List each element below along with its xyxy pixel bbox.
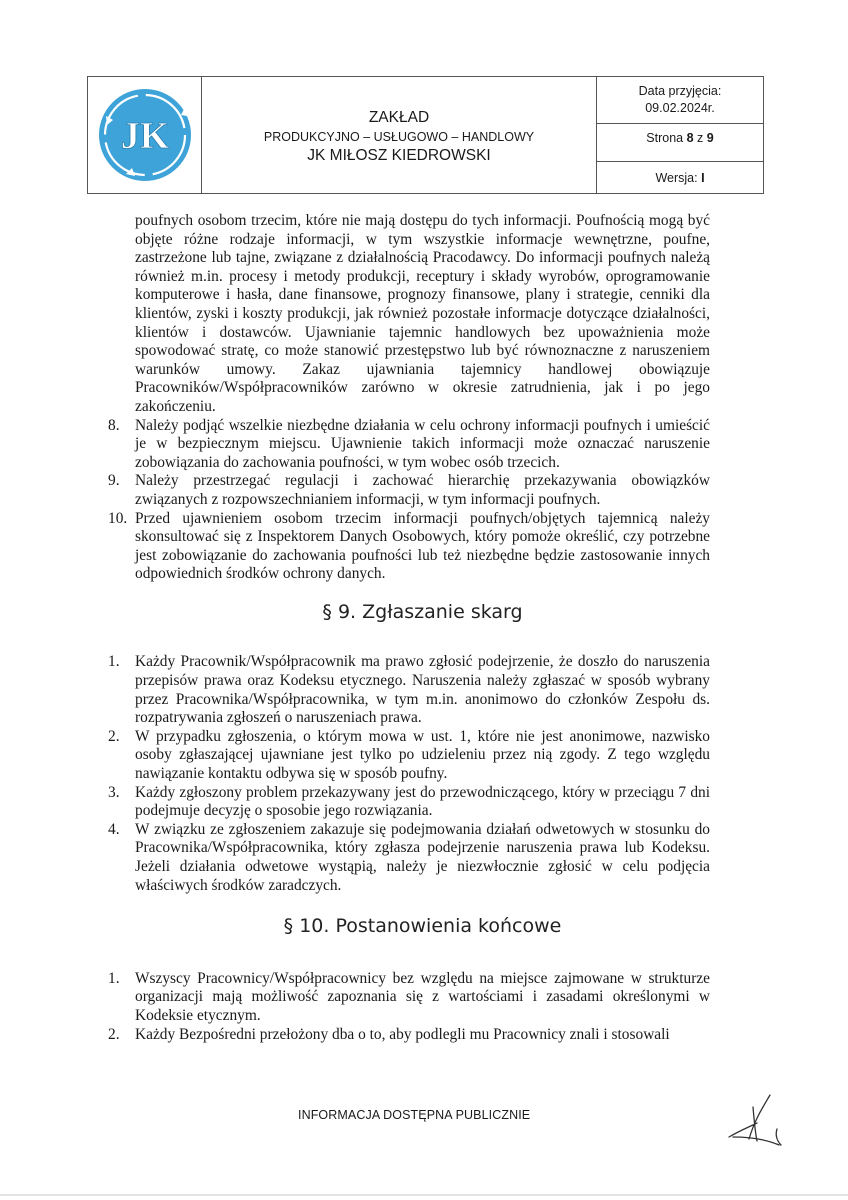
item-text: Każdy zgłoszony problem przekazywany jest do przewodniczącego, który w przeciągu 7 dni podejmuje decyzję o sposobie jego rozwiązania. [135,783,710,820]
item-number: 8. [108,416,120,434]
item-number: 2. [108,727,120,745]
version-value: I [701,170,705,185]
item-number: 1. [108,969,120,987]
item-text: W związku ze zgłoszeniem zakazuje się podejmowania działań odwetowych w stosunku do Pracownika/Współpracownika, który zgłasza podejrzenie naruszenia prawa lub Kodeksu. Jeżeli działania odwetowe wystąpią, należy je niezwłocznie zgłosić w celu podjęcia właściwych środków zaradczych. [135,820,710,894]
document-body [108,212,710,1044]
list-item [108,820,710,895]
item-text: Każdy Pracownik/Współpracownik ma prawo zgłosić podejrzenie, że doszło do naruszenia przepisów prawa oraz Kodeksu etycznego. Naruszenia należy zgłaszać w sposób wybrany przez Pracownika/Współpracownika, w tym m.in. anonimowo do członków Zespołu ds. rozpatrywania zgłoszeń o naruszeniach prawa. [135,653,710,727]
list-item [108,969,710,1026]
section-9-title: § 9. Zgłaszanie skarg [322,600,523,623]
item-text: Każdy Bezpośredni przełożony dba o to, aby podlegli mu Pracownicy znali i stosowali [135,1025,670,1043]
item-text: W przypadku zgłoszenia, o którym mowa w ust. 1, które nie jest anonimowe, nazwisko osoby zgłaszającej ujawniane jest tylko po udzieleniu przez nią zgody. Z tego względu nawiązanie kontaktu odbywa się w sposób poufny. [135,727,710,783]
adoption-date-value: 09.02.2024r. [645,101,715,115]
item-number: 9. [108,472,120,490]
complaints-list [108,653,710,895]
item-text: Należy przestrzegać regulacji i zachować hierarchię przekazywania obowiązków związanych z rozpowszechnianiem informacji, w tym informacji poufnych. [135,472,710,508]
section-10-title: § 10. Postanowienia końcowe [283,915,562,938]
item-number: 1. [108,653,120,671]
company-activity: PRODUKCYJNO – USŁUGOWO – HANDLOWY [263,130,535,144]
public-information-label: INFORMACJA DOSTĘPNA PUBLICZNIE [298,1108,531,1122]
list-item [108,509,710,584]
confidentiality-list [108,416,710,584]
item-text: Przed ujawnieniem osobom trzecim informacji poufnych/objętych tajemnicą należy skonsultować się z Inspektorem Danych Osobowych, który pomoże określić, czy potrzebne jest zobowiązanie do zachowania poufności lub też niezbędne będzie zastosowanie innych odpowiednich środków ochrony danych. [135,509,710,583]
list-item [108,727,710,784]
item-text: Wszyscy Pracownicy/Współpracownicy bez względu na miejsce zajmowane w strukturze organizacji mają możliwość zapoznania się z wartościami i zasadami określonymi w Kodeksie etycznym. [135,969,710,1024]
company-name: JK MIŁOSZ KIEDROWSKI [307,147,491,164]
page-number [597,124,763,162]
adoption-date-label: Data przyjęcia: [638,84,722,98]
list-item [108,653,710,727]
logo-cell [88,77,202,193]
company-logo-icon [95,85,195,185]
final-provisions-list [108,969,710,1044]
list-item [108,472,710,509]
item-number: 4. [108,820,120,838]
item-number: 2. [108,1025,120,1043]
list-item [108,783,710,821]
version [597,162,763,193]
item-number: 10. [108,509,128,527]
list-item [108,416,710,473]
item-text: Należy podjąć wszelkie niezbędne działania w celu ochrony informacji poufnych i umieścić je w bezpiecznym miejscu. Ujawnienie takich informacji może oznaczać naruszenie zobowiązania do zachowania poufności, w tym wobec osób trzecich. [135,416,710,471]
list-item [108,1025,710,1045]
continuation-paragraph: poufnych osobom trzecim, które nie mają dostępu do tych informacji. Poufnością mogą być objęte różne rodzaje informacji, w tym wszystkie informacje wewnętrzne, poufne, zastrzeżone lub tajne, związane z działalnością Pracodawcy. Do informacji poufnych należą również m.in. procesy i metody produkcji, receptury i składy wyrobów, oprogramowanie komputerowe i hasła, dane finansowe, prognozy finansowe, plany i strategie, cenniki dla klientów, zyski i koszty produkcji, jak również pozostałe informacje dotyczące działalności, klientów i dostawców. Ujawnianie tajemnic handlowych bez upoważnienia może spowodować stratę, co może stanowić przestępstwo lub być równoznaczne z naruszeniem warunków umowy. Zakaz ujawniania tajemnicy handlowej obowiązuje Pracowników/Współpracowników zarówno w okresie zatrudnienia, jak i po jego zakończeniu. [135,212,710,415]
item-number: 3. [108,783,120,801]
company-name-cell [202,77,597,193]
company-type: ZAKŁAD [368,109,430,126]
page-prefix: Strona [646,131,687,145]
page-current: 8 [686,131,694,145]
signature-icon [727,1093,787,1153]
page-edge-divider [0,1194,848,1196]
document-header [87,76,764,194]
adoption-date [597,77,763,124]
version-label: Wersja: [655,170,702,185]
document-meta [597,77,763,193]
page-total: 9 [706,131,714,145]
page-separator: z [693,131,707,145]
svg-text:JK: JK [120,115,169,157]
